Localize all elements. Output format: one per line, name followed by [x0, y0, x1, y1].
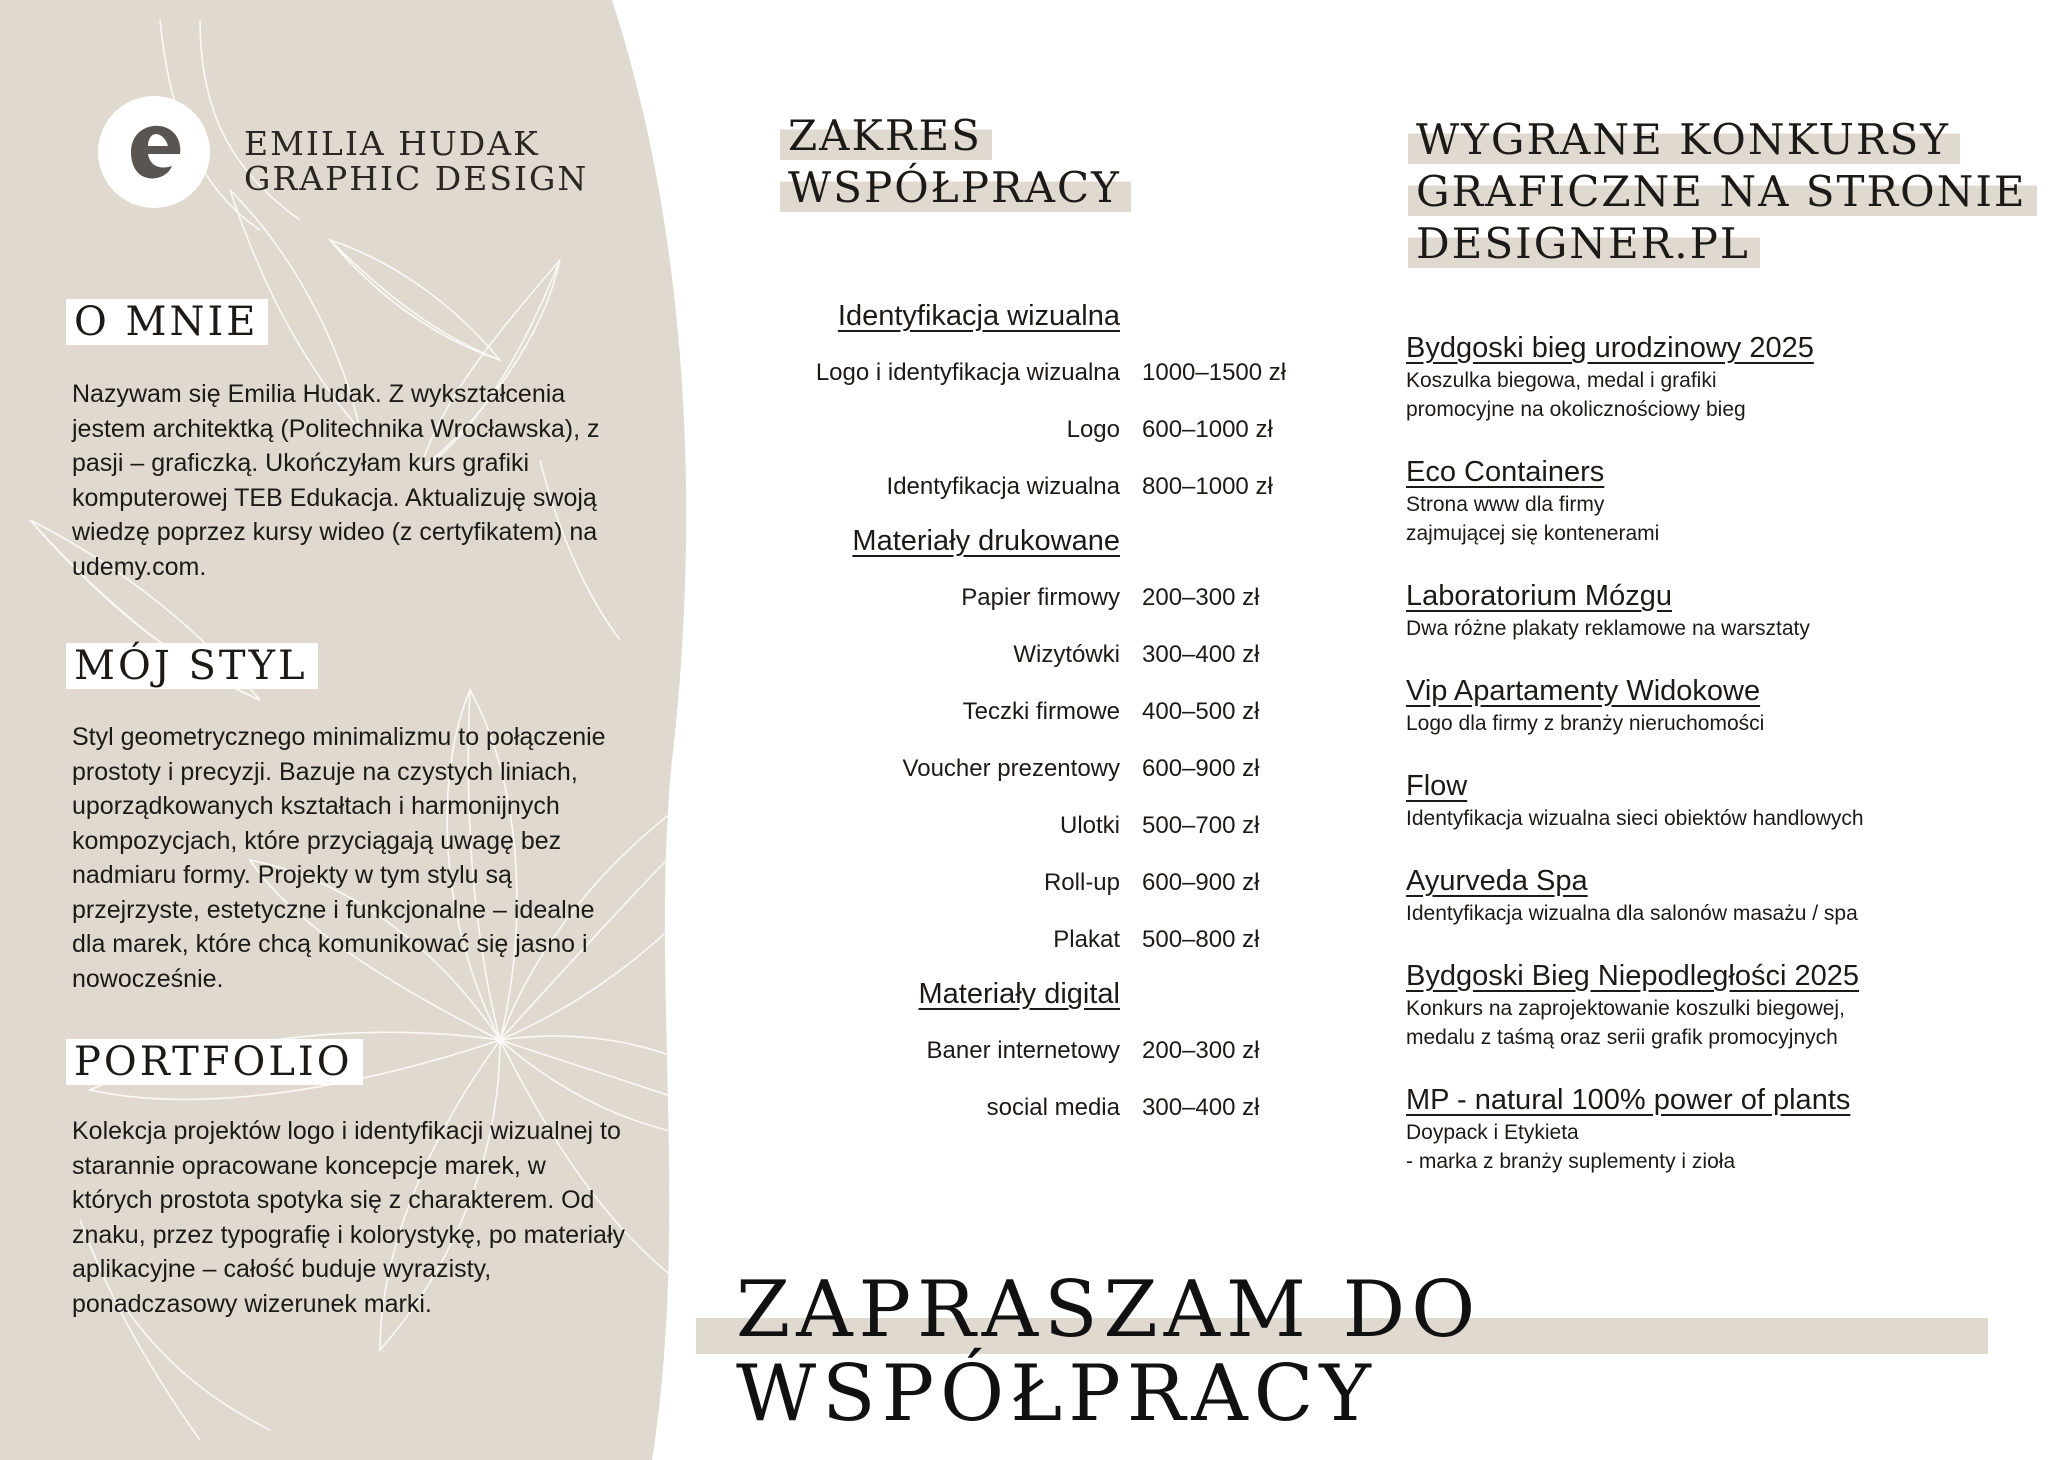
service-name: social media: [986, 1093, 1120, 1121]
services-heading: [780, 110, 1131, 214]
contest-item: [1406, 863, 2006, 928]
service-row: [760, 683, 1300, 740]
contest-title: Ayurveda Spa: [1406, 865, 1588, 897]
contests-heading: [1408, 114, 2037, 270]
portfolio-heading: PORTFOLIO: [66, 1036, 363, 1088]
service-category: Materiały drukowane: [852, 525, 1120, 557]
service-price: 1000–1500 zł: [1142, 358, 1287, 386]
service-row: [760, 1022, 1300, 1079]
contest-title: Eco Containers: [1406, 456, 1605, 488]
services-heading-line-2: WSPÓŁPRACY: [780, 163, 1131, 212]
contests-heading-line-3: DESIGNER.PL: [1408, 219, 1760, 268]
service-row: [760, 569, 1300, 626]
contest-item: [1406, 958, 2006, 1052]
contest-item: [1406, 1082, 2006, 1176]
contest-description: Identyfikacja wizualna dla salonów masażu / spa: [1406, 902, 1858, 925]
service-row: [760, 740, 1300, 797]
service-name: Identyfikacja wizualna: [886, 472, 1120, 500]
cta-heading: [696, 1265, 1988, 1439]
service-price: 500–700 zł: [1142, 811, 1260, 839]
service-price: 300–400 zł: [1142, 640, 1260, 668]
services-price-list: [760, 300, 1300, 1136]
portfolio-text: Kolekcja projektów logo i identyfikacji wizualnej to starannie opracowane koncepcje marek, w których prostota spotyka się z charakterem. Od znaku, przez typografię i kolorystykę, po materiały aplikacyjne – całość buduje wyrazisty, ponadczasowy wizerunek marki.: [72, 1117, 626, 1318]
service-name: Logo i identyfikacja wizualna: [815, 358, 1120, 386]
contest-item: [1406, 673, 2006, 738]
service-row: [760, 1079, 1300, 1136]
about-heading: O MNIE: [66, 296, 268, 348]
service-price: 600–900 zł: [1142, 754, 1260, 782]
contest-description: Strona www dla firmy zajmującej się kontenerami: [1406, 493, 1660, 545]
service-category: Identyfikacja wizualna: [837, 300, 1120, 332]
service-name: Papier firmowy: [961, 583, 1120, 611]
about-text: Nazywam się Emilia Hudak. Z wykształcenia jestem architektką (Politechnika Wrocławska), z pasji – graficzką. Ukończyłam kurs grafiki komputerowej TEB Edukacja. Aktualizuję swoją wiedzę poprzez kursy wideo (z certyfikatem) na udemy.com.: [72, 380, 600, 581]
contest-item: [1406, 768, 2006, 833]
service-row: [760, 911, 1300, 968]
contest-title: MP - natural 100% power of plants: [1406, 1084, 1851, 1116]
contest-item: [1406, 454, 2006, 548]
service-price: 400–500 zł: [1142, 697, 1260, 725]
contest-description: Logo dla firmy z branży nieruchomości: [1406, 712, 1765, 735]
brand-line-2: GRAPHIC DESIGN: [244, 159, 589, 198]
contest-description: Identyfikacja wizualna sieci obiektów handlowych: [1406, 807, 1864, 830]
service-price: 300–400 zł: [1142, 1093, 1260, 1121]
brand-line-1: EMILIA HUDAK: [244, 124, 540, 163]
contest-title: Bydgoski Bieg Niepodległości 2025: [1406, 960, 1860, 992]
style-heading: MÓJ STYL: [66, 640, 318, 692]
services-heading-line-1: ZAKRES: [780, 111, 992, 160]
service-price: 200–300 zł: [1142, 1036, 1260, 1064]
contest-item: [1406, 578, 2006, 643]
contest-title: Laboratorium Mózgu: [1406, 580, 1672, 612]
service-row: [760, 401, 1300, 458]
service-name: Wizytówki: [1013, 640, 1120, 668]
service-category: Materiały digital: [918, 978, 1120, 1010]
contests-list: [1406, 330, 2006, 1206]
service-row: [760, 458, 1300, 515]
service-name: Voucher prezentowy: [902, 754, 1120, 782]
contest-title: Vip Apartamenty Widokowe: [1406, 675, 1761, 707]
contest-description: Konkurs na zaprojektowanie koszulki biegowej, medalu z taśmą oraz serii grafik promocyjnych: [1406, 997, 1845, 1049]
contest-description: Doypack i Etykieta - marka z branży suplementy i zioła: [1406, 1121, 1736, 1173]
contest-description: Koszulka biegowa, medal i grafiki promocyjne na okolicznościowy bieg: [1406, 369, 1746, 421]
service-row: [760, 344, 1300, 401]
contests-heading-line-2: GRAFICZNE NA STRONIE: [1408, 167, 2037, 216]
service-name: Teczki firmowe: [962, 697, 1120, 725]
service-price: 600–1000 zł: [1142, 415, 1273, 443]
contest-title: Bydgoski bieg urodzinowy 2025: [1406, 332, 1814, 364]
service-price: 200–300 zł: [1142, 583, 1260, 611]
service-name: Ulotki: [1059, 811, 1120, 839]
service-row: [760, 797, 1300, 854]
contest-item: [1406, 330, 2006, 424]
contest-title: Flow: [1406, 770, 1468, 802]
service-row: [760, 626, 1300, 683]
service-name: Baner internetowy: [926, 1036, 1120, 1064]
service-name: Roll-up: [1043, 868, 1120, 896]
brand-name: [244, 126, 588, 196]
e-monogram-icon: [98, 96, 210, 208]
service-price: 800–1000 zł: [1142, 472, 1273, 500]
service-row: [760, 854, 1300, 911]
service-price: 500–800 zł: [1142, 925, 1260, 953]
service-price: 600–900 zł: [1142, 868, 1260, 896]
cta-text: ZAPRASZAM DO WSPÓŁPRACY: [736, 1265, 1482, 1439]
logo-badge: [98, 96, 210, 208]
contests-heading-line-1: WYGRANE KONKURSY: [1408, 115, 1960, 164]
style-text: Styl geometrycznego minimalizmu to połączenie prostoty i precyzji. Bazuje na czystych liniach, uporządkowanych kształtach i harmonijnych kompozycjach, które przyciągają uwagę bez nadmiaru formy. Projekty w tym stylu są przejrzyste, estetyczne i funkcjonalne – idealne dla marek, które chcą komunikować się jasno i nowocześnie.: [72, 723, 606, 993]
contest-description: Dwa różne plakaty reklamowe na warsztaty: [1406, 617, 1810, 640]
service-name: Logo: [1066, 415, 1120, 443]
service-name: Plakat: [1053, 925, 1120, 953]
